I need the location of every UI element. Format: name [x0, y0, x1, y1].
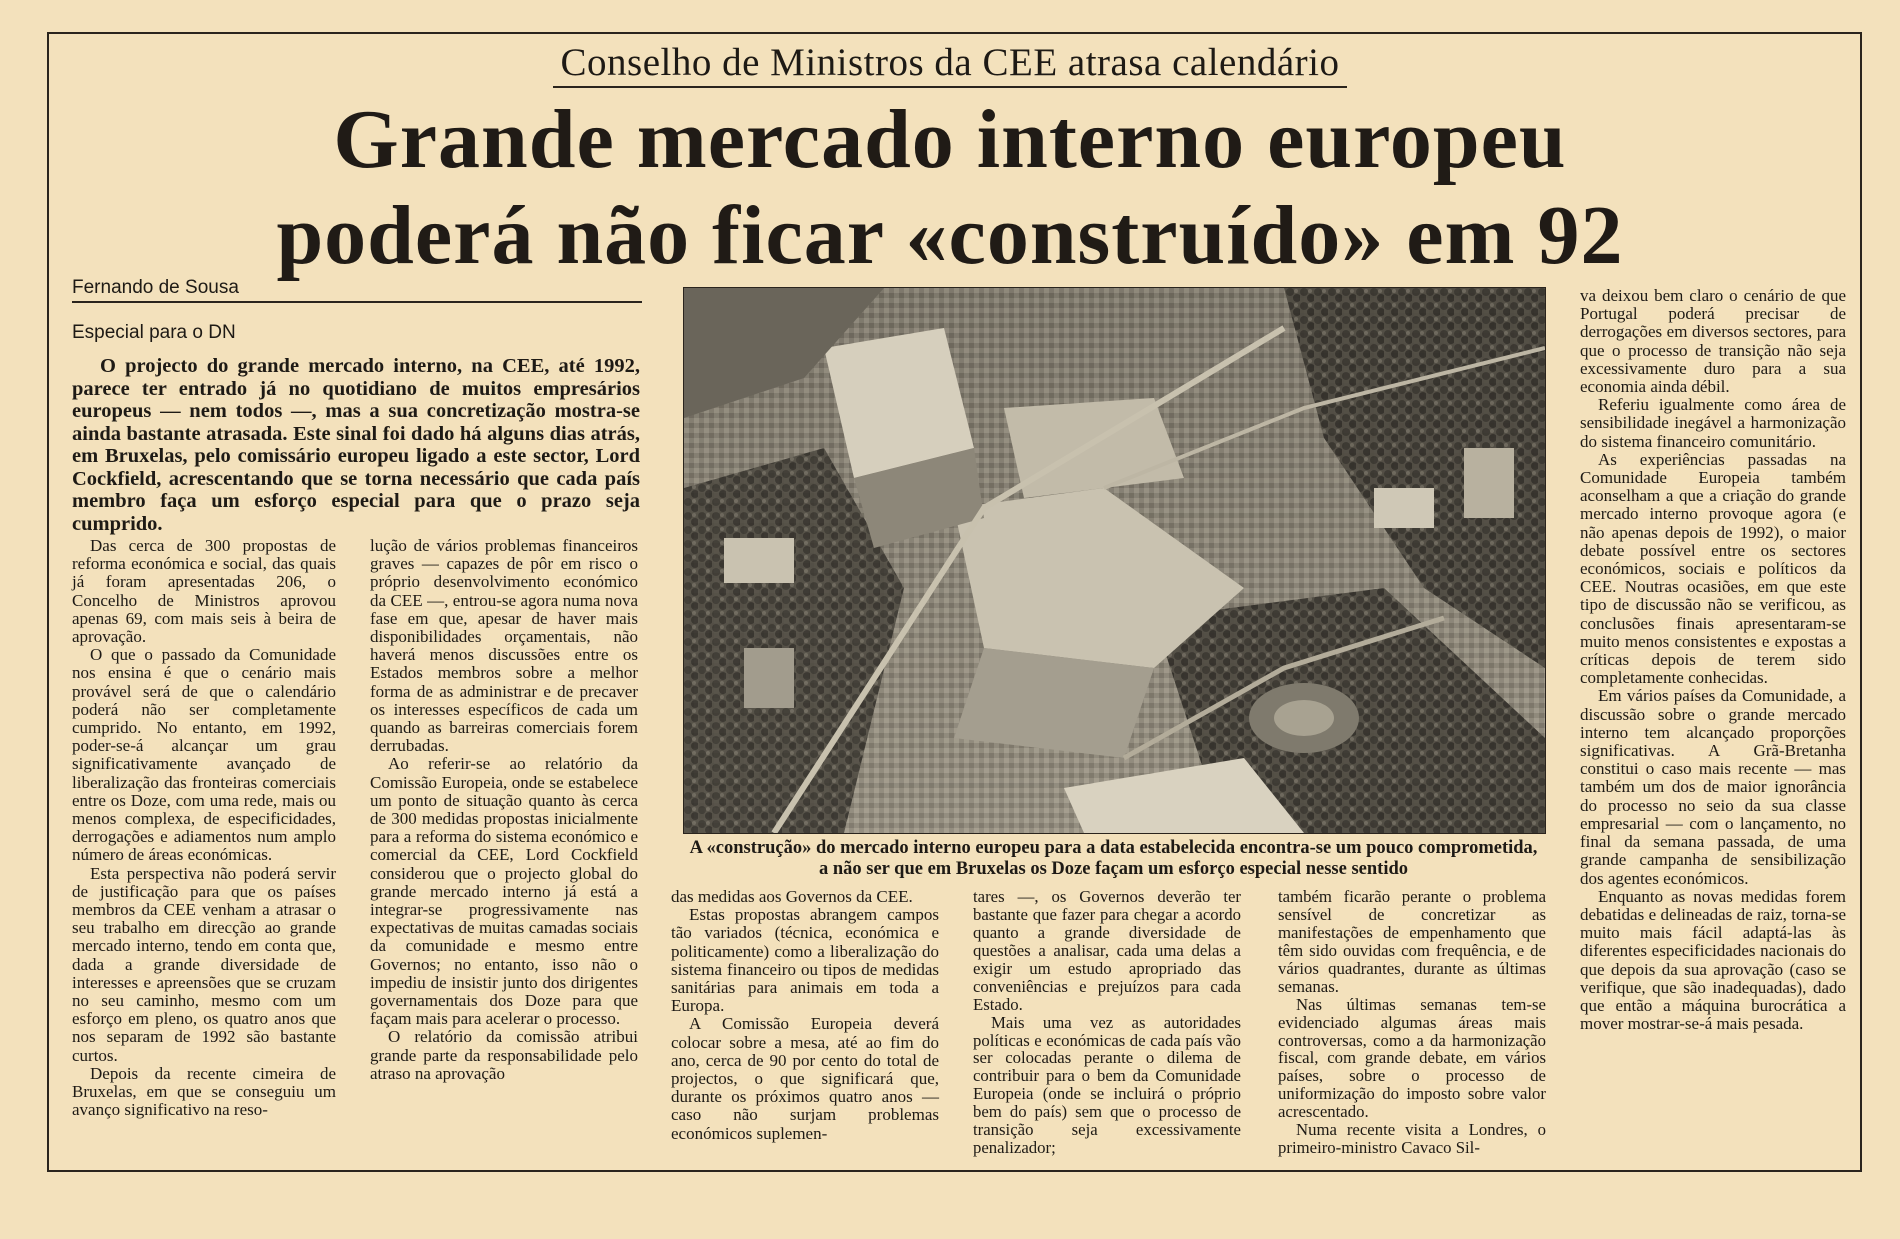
- paragraph: também ficarão perante o problema sensível de concretizar as manifestações de empenhamento que têm sido ouvidas com frequência, e de vários quadrantes, durante as últimas semanas.: [1278, 887, 1546, 996]
- headline-line-2: poderá não ficar «construído» em 92: [276, 189, 1624, 282]
- paragraph: Estas propostas abrangem campos tão variados (técnica, económica e politicamente) como a liberalização do sistema financeiro ou tipos de medidas sanitárias para animais em toda a Europa.: [671, 905, 939, 1016]
- paragraph: Em vários países da Comunidade, a discussão sobre o grande mercado interno tem alcançado proporções significativas. A Grã-Bretanha constitui o caso mais recente — mas também um dos de maior ignorância do processo no seio da sua classe empresarial — com o lançamento, no final da semana passada, de uma grande campanha de sensibilização dos agentes económicos.: [1580, 686, 1846, 888]
- aerial-city-image: [684, 288, 1545, 833]
- kicker: [0, 40, 1900, 85]
- paragraph: As experiências passadas na Comunidade Europeia também aconselham a que a criação do grande mercado interno provoque agora (e não apenas depois de 1992), o maior debate possível entre os sectores económicos, sociais e políticos da CEE. Noutras ocasiões, em que este tipo de discussão não se verificou, as conclusões finais apresentaram-se muito menos consistentes e expostas a críticas depois de terem sido completamente conhecidas.: [1580, 449, 1846, 688]
- body-column-6: [1580, 287, 1846, 1033]
- lead-paragraph: O projecto do grande mercado interno, na CEE, até 1992, parece ter entrado já no quotidiano de muitos empresários europeus — nem todos —, mas a sua concretização mostra-se ainda bastante atrasada. Este sinal foi dado há alguns dias atrás, em Bruxelas, pelo comissário europeu ligado a este sector, Lord Cockfield, acrescentando que se torna necessário que cada país membro faça um esforço especial para que o prazo seja cumprido.: [72, 355, 640, 535]
- aerial-photo: [683, 287, 1546, 834]
- paragraph: Enquanto as novas medidas forem debatidas e delineadas de raiz, torna-se muito mais fácil adaptá-las às diferentes especificidades nacionais do que depois da sua aprovação (caso se verifique, que são inadequadas), dado que então a máquina burocrática a mover mostrar-se-á mais pesada.: [1580, 886, 1846, 1034]
- headline-line-1: Grande mercado interno europeu: [333, 93, 1567, 186]
- paragraph: lução de vários problemas financeiros graves — capazes de pôr em risco o próprio desenvolvimento económico da CEE —, entrou-se agora numa nova fase em que, apesar de haver mais disponibilidades orçamentais, não haverá menos discussões entre os Estados membros sobre a melhor forma de as administrar e de precaver os interesses específicos de cada um quando as barreiras comerciais forem derrubadas.: [370, 536, 638, 756]
- paragraph: Esta perspectiva não poderá servir de justificação para que os países membros da CEE venham a atrasar o seu trabalho em direcção ao grande mercado interno, tendo em conta que, dada a grande diversidade de interesses e apreensões que se cruzam no seu caminho, mesmo com um esforço em pleno, os quatro anos que nos separam de 1992 são bastante curtos.: [72, 863, 336, 1065]
- paragraph: va deixou bem claro o cenário de que Portugal poderá precisar de derrogações em diversos sectores, para que o processo de transição não seja excessivamente duro para a sua economia ainda débil.: [1580, 286, 1846, 397]
- paragraph: Das cerca de 300 propostas de reforma económica e social, das quais já foram apresentadas 206, o Concelho de Ministros aprovou apenas 69, com mais seis à beira de aprovação.: [72, 536, 336, 647]
- body-column-5: [1278, 888, 1546, 1157]
- body-column-4: [973, 888, 1241, 1157]
- paragraph: O que o passado da Comunidade nos ensina é que o cenário mais provável será de que o calendário poderá não ser completamente cumprido. No entanto, em 1992, poder-se-á alcançar um grau significativamente avançado de liberalização das fronteiras comerciais entre os Doze, com uma rede, mais ou menos complexa, de especificidades, derrogações e adiamentos num amplo número de áreas económicas.: [72, 645, 336, 865]
- paragraph: A Comissão Europeia deverá colocar sobre a mesa, até ao fim do ano, cerca de 90 por cento do total de projectos, o que significará que, durante os próximos quatro anos — caso não surjam problemas económicos suplemen-: [671, 1014, 939, 1143]
- photo-caption: A «construção» do mercado interno europeu para a data estabelecida encontra-se um pouco comprometida, a não ser que em Bruxelas os Doze façam um esforço especial nesse sentido: [689, 838, 1538, 879]
- byline: Fernando de Sousa: [72, 277, 642, 303]
- body-column-2: [370, 537, 638, 1083]
- section-label: Especial para o DN: [72, 322, 236, 343]
- paragraph: O relatório da comissão atribui grande parte da responsabilidade pelo atraso na aprovação: [370, 1027, 638, 1083]
- paragraph: Ao referir-se ao relatório da Comissão Europeia, onde se estabelece um ponto de situação quanto às cerca de 300 medidas propostas inicialmente para a reforma do sistema económico e comercial da CEE, Lord Cockfield considerou que o projecto global do grande mercado interno já está a integrar-se progressivamente nas expectativas de muitas camadas sociais da comunidade e mesmo entre Governos; no entanto, isso não o impediu de insistir junto dos dirigentes governamentais dos Doze para que façam mais para acelerar o processo.: [370, 754, 638, 1029]
- paragraph: das medidas aos Governos da CEE.: [671, 887, 913, 906]
- paragraph: Numa recente visita a Londres, o primeiro-ministro Cavaco Sil-: [1278, 1120, 1546, 1158]
- paragraph: Depois da recente cimeira de Bruxelas, em que se conseguiu um avanço significativo na reso-: [72, 1063, 336, 1120]
- kicker-text: Conselho de Ministros da CEE atrasa calendário: [553, 41, 1348, 88]
- paragraph: tares —, os Governos deverão ter bastante que fazer para chegar a acordo quanto a grande diversidade de questões a analisar, cada uma delas a exigir um estudo apropriado das conveniências e prejuízos para cada Estado.: [973, 887, 1241, 1014]
- body-column-3: [671, 888, 939, 1143]
- headline: [0, 92, 1900, 284]
- paragraph: Mais uma vez as autoridades políticas e económicas de cada país vão ser colocadas perante o dilema de contribuir para o bem da Comunidade Europeia (onde se incluirá o próprio bem do país) sem que o processo de transição seja excessivamente penalizador;: [973, 1012, 1241, 1158]
- body-column-1: [72, 537, 336, 1120]
- paragraph: Nas últimas semanas tem-se evidenciado algumas áreas mais controversas, como a da harmonização fiscal, com grande debate, em vários países, sobre o processo de uniformização do imposto sobre valor acrescentado.: [1278, 994, 1546, 1122]
- paragraph: Referiu igualmente como área de sensibilidade inegável a harmonização do sistema financeiro comunitário.: [1580, 395, 1846, 451]
